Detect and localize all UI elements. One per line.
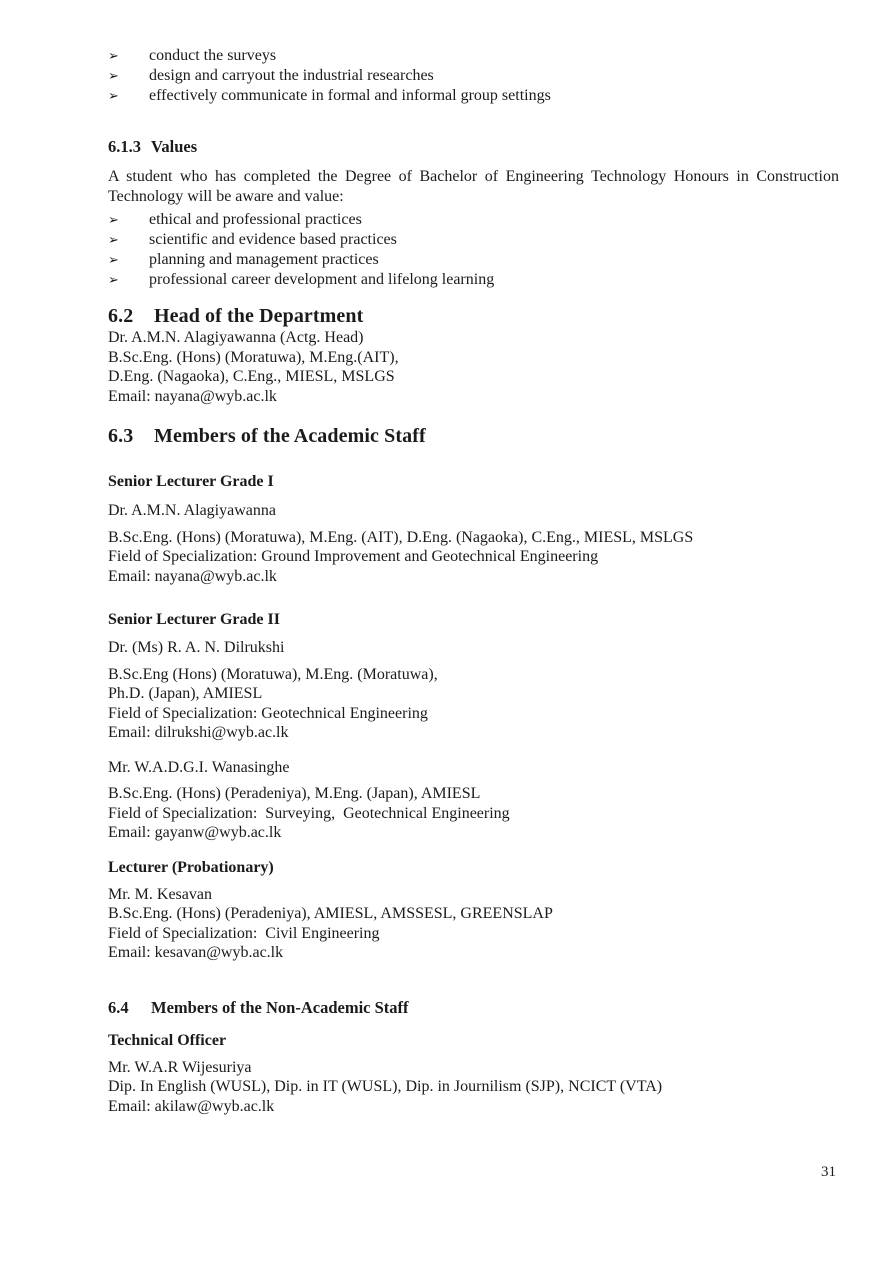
specialization-line: Field of Specialization: Surveying, Geotechnical Engineering [108, 804, 510, 822]
qualifications-line: B.Sc.Eng. (Hons) (Moratuwa), M.Eng. (AIT), D.Eng. (Nagaoka), C.Eng., MIESL, MSLGS [108, 528, 694, 546]
qualifications-line: B.Sc.Eng. (Hons) (Moratuwa), M.Eng.(AIT), [108, 348, 399, 366]
person-name: Mr. W.A.D.G.I. Wanasinghe [108, 758, 290, 776]
arrow-bullet-icon: ➢ [108, 48, 119, 63]
email-line: Email: gayanw@wyb.ac.lk [108, 824, 282, 841]
email-line: Email: akilaw@wyb.ac.lk [108, 1097, 275, 1115]
list-item [108, 230, 839, 250]
specialization-line: Field of Specialization: Ground Improvement and Geotechnical Engineering [108, 548, 599, 565]
list-item [108, 46, 839, 66]
section-heading-academic-staff [108, 424, 839, 448]
section-title: Members of the Academic Staff [154, 425, 426, 447]
person-name: Dr. A.M.N. Alagiyawanna (Actg. Head) [108, 329, 364, 346]
staff-member-details [108, 784, 839, 843]
person-name: Mr. W.A.R Wijesuriya [108, 1058, 252, 1076]
person-name: Mr. M. Kesavan [108, 885, 212, 903]
qualifications-line: B.Sc.Eng. (Hons) (Peradeniya), AMIESL, AMSSESL, GREENSLAP [108, 905, 553, 922]
list-item [108, 86, 839, 106]
staff-grade-title: Lecturer (Probationary) [108, 858, 274, 876]
person-name: Dr. A.M.N. Alagiyawanna [108, 502, 276, 519]
arrow-bullet-icon: ➢ [108, 88, 119, 103]
staff-member-details [108, 885, 839, 963]
staff-member-details [108, 528, 839, 587]
email-line: Email: nayana@wyb.ac.lk [108, 387, 277, 405]
qualifications-line: D.Eng. (Nagaoka), C.Eng., MIESL, MSLGS [108, 368, 395, 385]
staff-grade-title: Senior Lecturer Grade II [108, 611, 280, 628]
arrow-bullet-icon: ➢ [108, 252, 119, 267]
values-bullet-list [108, 210, 839, 290]
outcomes-bullet-list [108, 46, 839, 106]
list-item-text: planning and management practices [149, 251, 379, 268]
section-number: 6.1.3 [108, 137, 141, 156]
section-number: 6.3 [108, 425, 134, 447]
staff-grade-title: Senior Lecturer Grade I [108, 473, 274, 490]
arrow-bullet-icon: ➢ [108, 212, 119, 227]
section-heading-head-of-department [108, 304, 839, 328]
section-title: Head of the Department [154, 305, 364, 327]
qualifications-line: Dip. In English (WUSL), Dip. in IT (WUSL), Dip. in Journilism (SJP), NCICT (VTA) [108, 1078, 663, 1095]
qualifications-line: Ph.D. (Japan), AMIESL [108, 685, 263, 702]
staff-grade-title: Technical Officer [108, 1031, 227, 1049]
list-item-text: ethical and professional practices [149, 211, 362, 228]
list-item-text: scientific and evidence based practices [149, 231, 397, 248]
staff-member-details [108, 665, 839, 743]
email-line: Email: dilrukshi@wyb.ac.lk [108, 724, 289, 741]
list-item [108, 210, 839, 230]
arrow-bullet-icon: ➢ [108, 232, 119, 247]
arrow-bullet-icon: ➢ [108, 272, 119, 287]
section-number: 6.4 [108, 997, 129, 1017]
specialization-line: Field of Specialization: Civil Engineering [108, 924, 380, 942]
head-of-department-details [108, 328, 839, 406]
list-item-text: effectively communicate in formal and informal group settings [149, 87, 551, 104]
list-item-text: professional career development and lifelong learning [149, 271, 495, 288]
email-line: Email: kesavan@wyb.ac.lk [108, 944, 284, 961]
section-heading-values [108, 136, 839, 157]
arrow-bullet-icon: ➢ [108, 68, 119, 83]
list-item-text: conduct the surveys [149, 47, 277, 64]
section-title: Values [151, 137, 198, 156]
page-number: 31 [821, 1164, 836, 1180]
list-item [108, 66, 839, 86]
list-item [108, 270, 839, 290]
values-intro-paragraph: A student who has completed the Degree of Bachelor of Engineering Technology Honours in Construction Technology will be aware and value: [108, 168, 839, 205]
qualifications-line: B.Sc.Eng (Hons) (Moratuwa), M.Eng. (Moratuwa), [108, 665, 438, 683]
specialization-line: Field of Specialization: Geotechnical Engineering [108, 704, 428, 722]
person-name: Dr. (Ms) R. A. N. Dilrukshi [108, 639, 285, 656]
qualifications-line: B.Sc.Eng. (Hons) (Peradeniya), M.Eng. (Japan), AMIESL [108, 785, 481, 802]
staff-member-details [108, 1058, 839, 1117]
section-title: Members of the Non-Academic Staff [151, 997, 409, 1017]
list-item [108, 250, 839, 270]
email-line: Email: nayana@wyb.ac.lk [108, 567, 277, 585]
list-item-text: design and carryout the industrial researches [149, 67, 434, 84]
section-heading-non-academic-staff [108, 997, 839, 1018]
section-number: 6.2 [108, 305, 134, 327]
